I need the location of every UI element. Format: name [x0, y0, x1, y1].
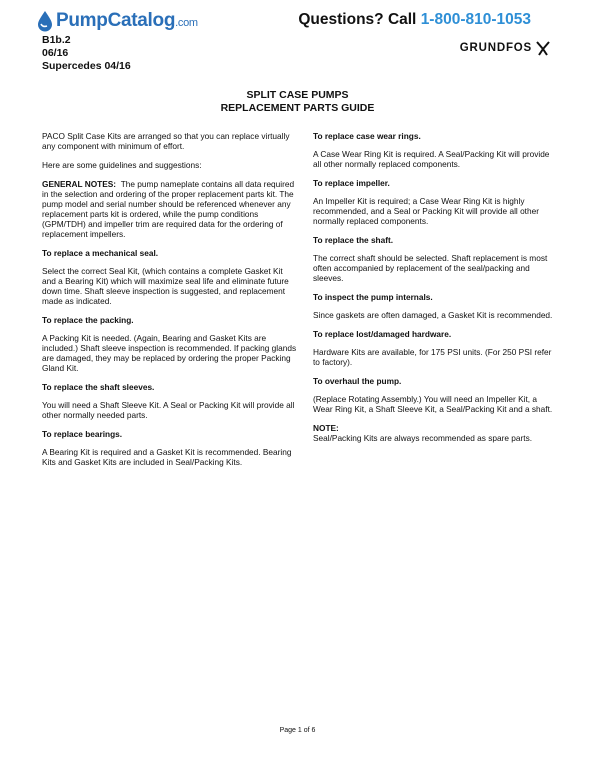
brand-name: GRUNDFOS	[459, 42, 532, 54]
questions-prefix: Questions? Call	[298, 11, 421, 28]
section-body: Select the correct Seal Kit, (which contains a complete Gasket Kit and a Bearing Kit) which will maximize seal life and eliminate future down time. Shaft sleeve inspection is suggested, and replacement made as indicated.	[42, 266, 289, 306]
page-title	[0, 89, 595, 115]
questions-call	[298, 11, 531, 29]
logo-suffix: .com	[175, 17, 198, 29]
section-body: The correct shaft should be selected. Shaft replacement is most often accompanied by replacement of the seal/packing and sleeves.	[313, 253, 548, 283]
general-notes	[42, 179, 297, 239]
grundfos-mark-icon	[535, 40, 551, 56]
intro-paragraph: PACO Split Case Kits are arranged so that you can replace virtually any component with minimum of effort.	[42, 131, 290, 151]
section-body: An Impeller Kit is required; a Case Wear Ring Kit is highly recommended, and a Seal or Packing Kit will provide all other normally replaced components.	[313, 196, 539, 226]
logo-wordmark	[56, 10, 198, 32]
doc-code: B1b.2	[42, 34, 71, 46]
section-heading: To replace the shaft sleeves.	[42, 382, 155, 392]
section-heading: To replace bearings.	[42, 429, 123, 439]
title-line-1: SPLIT CASE PUMPS	[246, 89, 349, 101]
left-column	[42, 131, 297, 476]
section-body: Hardware Kits are available, for 175 PSI units. (For 250 PSI refer to factory).	[313, 347, 552, 367]
section-body: Since gaskets are often damaged, a Gasket Kit is recommended.	[313, 310, 553, 320]
section-heading: To overhaul the pump.	[313, 376, 402, 386]
section-heading: To replace lost/damaged hardware.	[313, 329, 452, 339]
section-heading: To inspect the pump internals.	[313, 292, 433, 302]
note-text: Seal/Packing Kits are always recommended as spare parts.	[313, 433, 533, 443]
supersedes: Supercedes 04/16	[42, 60, 131, 72]
note	[313, 423, 558, 443]
section-body: A Bearing Kit is required and a Gasket Kit is recommended. Bearing Kits and Gasket Kits are included in Seal/Packing Kits.	[42, 447, 292, 467]
section-heading: To replace the packing.	[42, 315, 134, 325]
grundfos-logo	[460, 40, 551, 56]
logo-name: PumpCatalog	[56, 10, 176, 31]
general-notes-text: The pump nameplate contains all data required in the selection and ordering of the proper replacement parts kit. The pump model and serial number should be referenced whenever any replacement parts kit is ordered, while the pump conditions (GPM/TDH) and impeller trim are required data for the ordering of replacement impellers.	[42, 179, 295, 239]
title-line-2: REPLACEMENT PARTS GUIDE	[220, 102, 375, 114]
general-notes-label: GENERAL NOTES:	[42, 179, 117, 189]
right-column	[313, 131, 558, 452]
guidelines-paragraph: Here are some guidelines and suggestions:	[42, 160, 202, 170]
section-heading: To replace the shaft.	[313, 235, 394, 245]
phone-number[interactable]: 1-800-810-1053	[420, 11, 531, 28]
section-body: (Replace Rotating Assembly.) You will need an Impeller Kit, a Wear Ring Kit, a Shaft Sleeve Kit, a Seal/Packing Kit and a shaft.	[313, 394, 553, 414]
section-body: A Case Wear Ring Kit is required. A Seal/Packing Kit will provide all other normally replaced components.	[313, 149, 550, 169]
pumpcatalog-logo[interactable]	[36, 10, 198, 32]
section-heading: To replace a mechanical seal.	[42, 248, 159, 258]
page-number: Page 1 of 6	[279, 727, 316, 734]
section-heading: To replace impeller.	[313, 178, 390, 188]
doc-date: 06/16	[42, 47, 69, 59]
document-meta	[42, 34, 131, 73]
section-body: You will need a Shaft Sleeve Kit. A Seal or Packing Kit will provide all other normally needed parts.	[42, 400, 295, 420]
water-drop-icon	[36, 10, 54, 32]
note-label: NOTE:	[313, 423, 339, 433]
section-body: A Packing Kit is needed. (Again, Bearing and Gasket Kits are included.) Shaft sleeve inspection is recommended. If packing glands are damaged, they may be replaced by ordering the proper Packing Gland Kit.	[42, 333, 297, 373]
section-heading: To replace case wear rings.	[313, 131, 421, 141]
